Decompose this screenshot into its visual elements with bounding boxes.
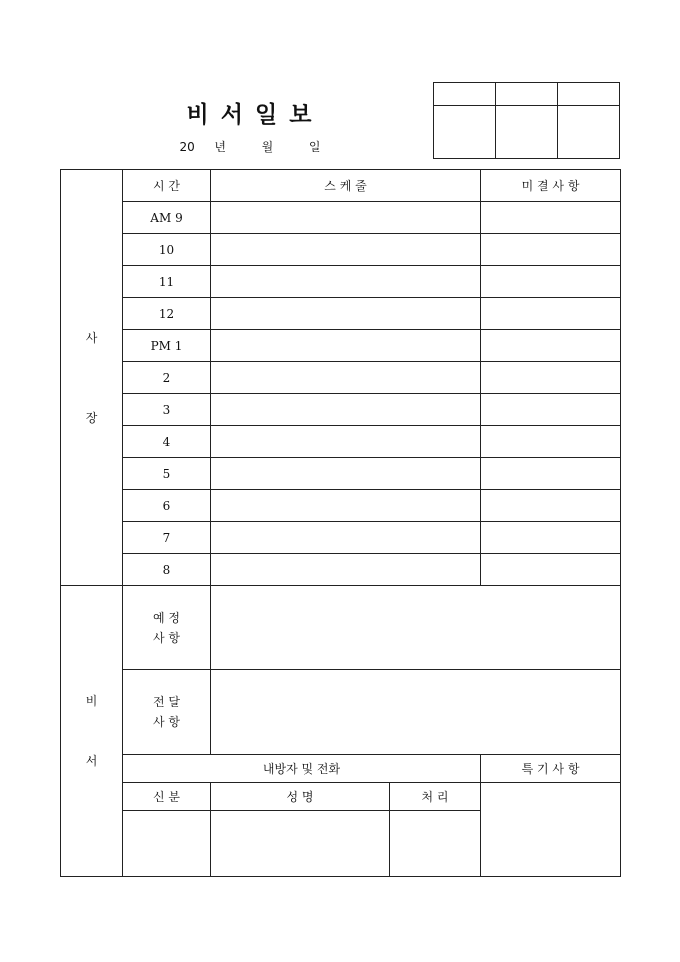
boss-label-char: 사 bbox=[85, 330, 98, 345]
approval-header-cell bbox=[558, 83, 620, 106]
delivery-label-line: 전 달 bbox=[153, 695, 180, 709]
pending-field[interactable] bbox=[481, 298, 621, 330]
time-slot-label: 3 bbox=[123, 394, 211, 426]
time-slot-label: 6 bbox=[123, 490, 211, 522]
pending-field[interactable] bbox=[481, 554, 621, 586]
schedule-field[interactable] bbox=[211, 522, 481, 554]
schedule-field[interactable] bbox=[211, 426, 481, 458]
time-slot-label: 11 bbox=[123, 266, 211, 298]
planned-items-label bbox=[123, 586, 211, 670]
daily-report-table bbox=[60, 169, 621, 877]
pending-field[interactable] bbox=[481, 426, 621, 458]
boss-side-label bbox=[61, 170, 123, 586]
pending-header: 미 결 사 항 bbox=[481, 170, 621, 202]
approval-box bbox=[433, 82, 620, 159]
action-field[interactable] bbox=[390, 811, 481, 877]
schedule-field[interactable] bbox=[211, 202, 481, 234]
approval-sign-cell[interactable] bbox=[558, 106, 620, 159]
schedule-row bbox=[61, 362, 621, 394]
schedule-field[interactable] bbox=[211, 394, 481, 426]
schedule-row bbox=[61, 490, 621, 522]
schedule-row bbox=[61, 202, 621, 234]
delivery-label-line: 사 항 bbox=[153, 715, 180, 729]
planned-label-line: 사 항 bbox=[153, 630, 180, 645]
secretary-label-char: 비 bbox=[85, 694, 98, 708]
date-year-label: 년 bbox=[214, 140, 227, 154]
pending-field[interactable] bbox=[481, 234, 621, 266]
pending-field[interactable] bbox=[481, 394, 621, 426]
pending-field[interactable] bbox=[481, 362, 621, 394]
schedule-field[interactable] bbox=[211, 330, 481, 362]
schedule-row bbox=[61, 426, 621, 458]
delivery-items-field[interactable] bbox=[211, 670, 621, 755]
schedule-row bbox=[61, 234, 621, 266]
time-slot-label: 8 bbox=[123, 554, 211, 586]
schedule-field[interactable] bbox=[211, 458, 481, 490]
schedule-row bbox=[61, 298, 621, 330]
time-slot-label: AM 9 bbox=[123, 202, 211, 234]
schedule-row bbox=[61, 266, 621, 298]
secretary-label-char: 서 bbox=[85, 754, 98, 768]
position-header: 신 분 bbox=[123, 783, 211, 811]
time-slot-label: 5 bbox=[123, 458, 211, 490]
date-line bbox=[150, 138, 350, 155]
pending-field[interactable] bbox=[481, 330, 621, 362]
pending-field[interactable] bbox=[481, 266, 621, 298]
planned-label-line: 예 정 bbox=[153, 610, 180, 625]
approval-header-cell bbox=[434, 83, 496, 106]
approval-sign-cell[interactable] bbox=[434, 106, 496, 159]
schedule-field[interactable] bbox=[211, 266, 481, 298]
planned-items-field[interactable] bbox=[211, 586, 621, 670]
secretary-side-label bbox=[61, 586, 123, 877]
special-notes-header: 특 기 사 항 bbox=[481, 755, 621, 783]
time-slot-label: 2 bbox=[123, 362, 211, 394]
schedule-header: 스 케 줄 bbox=[211, 170, 481, 202]
schedule-row bbox=[61, 522, 621, 554]
pending-field[interactable] bbox=[481, 458, 621, 490]
date-month-label: 월 bbox=[261, 140, 274, 154]
position-field[interactable] bbox=[123, 811, 211, 877]
boss-label-char: 장 bbox=[85, 410, 98, 425]
time-header: 시 간 bbox=[123, 170, 211, 202]
date-day-label: 일 bbox=[308, 140, 321, 154]
time-slot-label: 4 bbox=[123, 426, 211, 458]
schedule-row bbox=[61, 394, 621, 426]
name-header: 성 명 bbox=[211, 783, 390, 811]
date-year-prefix: 20 bbox=[179, 140, 195, 154]
special-notes-field[interactable] bbox=[481, 783, 621, 877]
time-slot-label: 7 bbox=[123, 522, 211, 554]
pending-field[interactable] bbox=[481, 202, 621, 234]
page-title: 비 서 일 보 bbox=[186, 101, 314, 128]
name-field[interactable] bbox=[211, 811, 390, 877]
schedule-field[interactable] bbox=[211, 362, 481, 394]
action-header: 처 리 bbox=[390, 783, 481, 811]
schedule-field[interactable] bbox=[211, 234, 481, 266]
approval-header-cell bbox=[496, 83, 558, 106]
delivery-items-label bbox=[123, 670, 211, 755]
time-slot-label: 12 bbox=[123, 298, 211, 330]
schedule-row bbox=[61, 330, 621, 362]
time-slot-label: PM 1 bbox=[123, 330, 211, 362]
time-slot-label: 10 bbox=[123, 234, 211, 266]
schedule-row bbox=[61, 458, 621, 490]
schedule-row bbox=[61, 554, 621, 586]
schedule-field[interactable] bbox=[211, 490, 481, 522]
visitors-calls-header: 내방자 및 전화 bbox=[123, 755, 481, 783]
schedule-field[interactable] bbox=[211, 554, 481, 586]
schedule-field[interactable] bbox=[211, 298, 481, 330]
pending-field[interactable] bbox=[481, 490, 621, 522]
pending-field[interactable] bbox=[481, 522, 621, 554]
approval-sign-cell[interactable] bbox=[496, 106, 558, 159]
